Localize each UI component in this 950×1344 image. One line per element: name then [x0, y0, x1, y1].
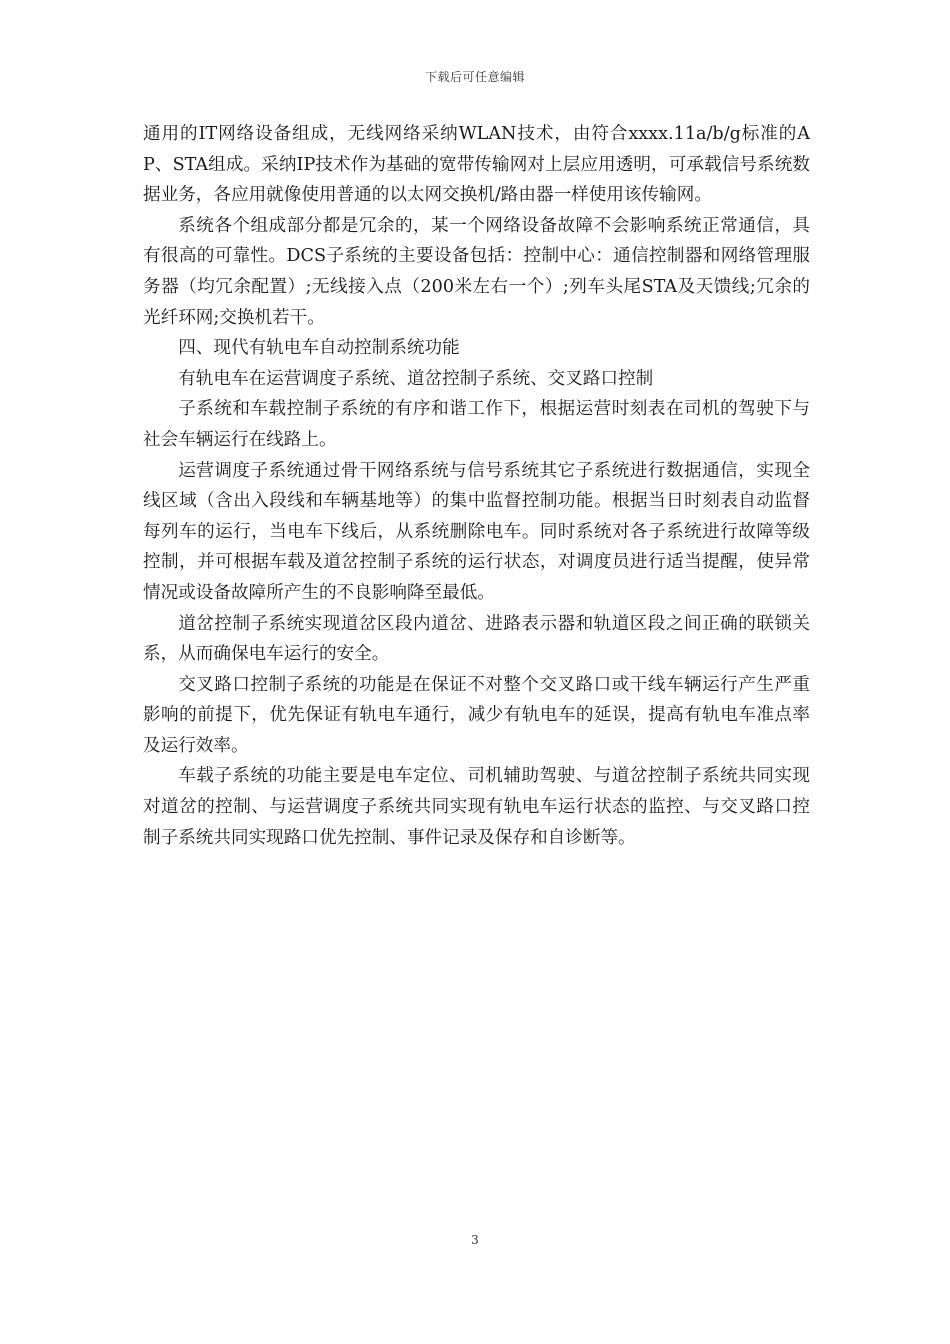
paragraph-subsystems-intro: 有轨电车在运营调度子系统、道岔控制子系统、交叉路口控制	[178, 368, 654, 389]
section-heading-functions: 四、现代有轨电车自动控制系统功能	[178, 338, 460, 359]
paragraph-onboard-subsystem: 车载子系统的功能主要是电车定位、司机辅助驾驶、与道岔控制子系统共同实现对道岔的控制、与运营调度子系统共同实现有轨电车运行状态的监控、与交叉路口控制子系统共同实现路口优先控制、事件记录及保存和自诊断等。	[143, 766, 810, 848]
document-body	[143, 119, 810, 853]
page-header: 下载后可任意编辑	[424, 70, 525, 84]
paragraph-network-equipment: 通用的IT网络设备组成，无线网络采纳WLAN技术，由符合xxxx.11a/b/g标准的AP、STA组成。采纳IP技术作为基础的宽带传输网对上层应用透明，可承载信号系统数据业务，各应用就像使用普通的以太网交换机/路由器一样使用该传输网。	[143, 124, 810, 206]
paragraph-operation-dispatch: 运营调度子系统通过骨干网络系统与信号系统其它子系统进行数据通信，实现全线区域（含出入段线和车辆基地等）的集中监督控制功能。根据当日时刻表自动监督每列车的运行，当电车下线后，从系统删除电车。同时系统对各子系统进行故障等级控制，并可根据车载及道岔控制子系统的运行状态，对调度员进行适当提醒，使异常情况或设备故障所产生的不良影响降至最低。	[143, 460, 810, 603]
paragraph-intersection-control: 交叉路口控制子系统的功能是在保证不对整个交叉路口或干线车辆运行产生严重影响的前提下，优先保证有轨电车通行，减少有轨电车的延误，提高有轨电车准点率及运行效率。	[143, 674, 810, 756]
paragraph-redundancy: 系统各个组成部分都是冗余的，某一个网络设备故障不会影响系统正常通信，具有很高的可靠性。DCS子系统的主要设备包括：控制中心：通信控制器和网络管理服务器（均冗余配置）;无线接入点（200米左右一个）;列车头尾STA及天馈线;冗余的光纤环网;交换机若干。	[143, 215, 810, 328]
page-number: 3	[471, 1233, 479, 1247]
paragraph-subsystems-continued: 子系统和车载控制子系统的有序和谐工作下，根据运营时刻表在司机的驾驶下与社会车辆运行在线路上。	[143, 399, 810, 450]
paragraph-switch-control: 道岔控制子系统实现道岔区段内道岔、进路表示器和轨道区段之间正确的联锁关系，从而确保电车运行的安全。	[143, 613, 810, 665]
